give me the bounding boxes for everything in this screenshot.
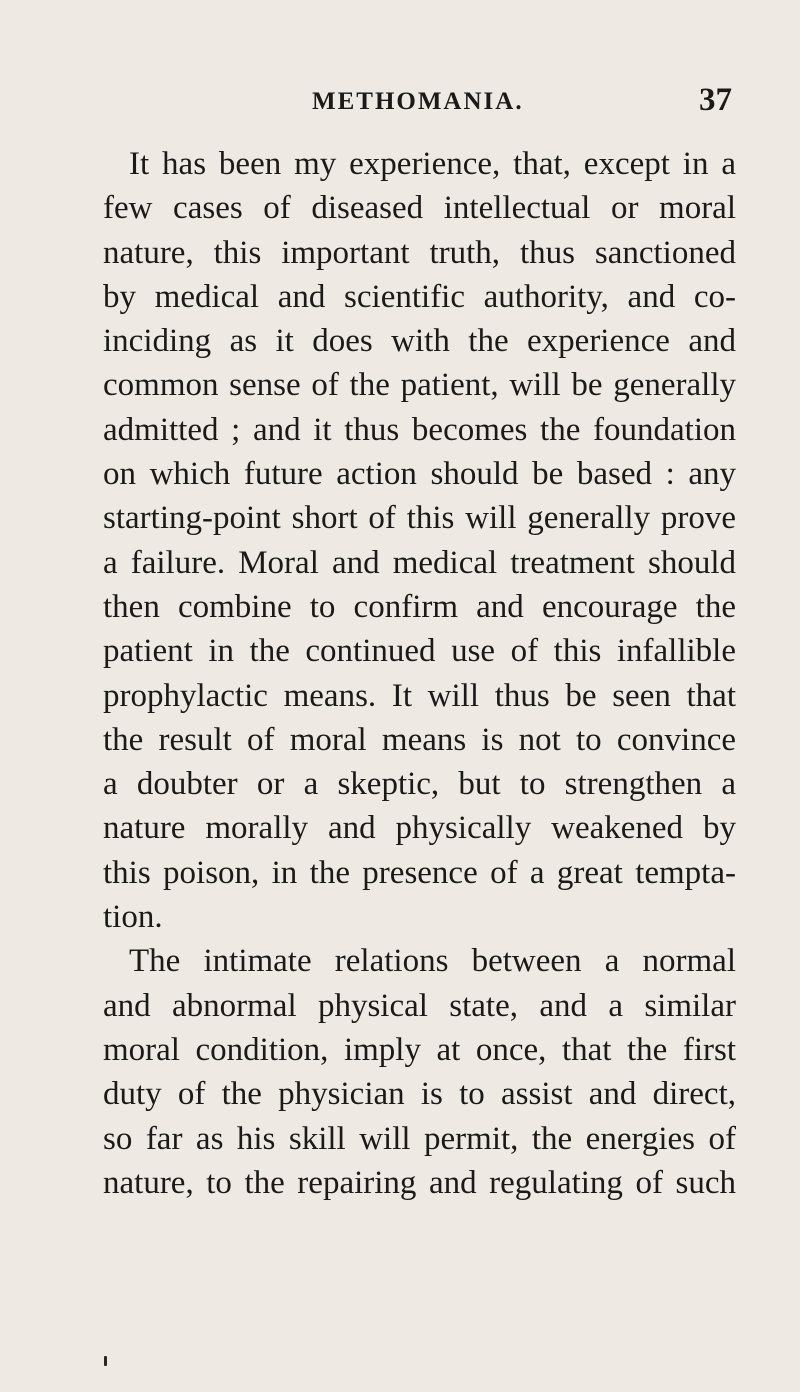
text-line: patient in the continued use of this infallible (103, 633, 736, 670)
page-number: 37 (699, 82, 732, 118)
text-line: inciding as it does with the experience and (103, 323, 736, 360)
text-line: starting-point short of this will generally prove (103, 500, 736, 537)
text-line: a failure. Moral and medical treatment should (103, 544, 736, 581)
text-line: duty of the physician is to assist and direct, (103, 1076, 736, 1113)
text-line: nature, to the repairing and regulating of such (103, 1164, 736, 1201)
text-line: moral condition, imply at once, that the first (103, 1031, 736, 1068)
text-line: then combine to confirm and encourage the (103, 588, 736, 625)
text-line: prophylactic means. It will thus be seen that (103, 677, 736, 714)
text-line: It has been my experience, that, except in a (129, 146, 736, 182)
text-line: and abnormal physical state, and a similar (103, 987, 736, 1024)
text-line: on which future action should be based : any (103, 456, 736, 493)
ink-speck (104, 1356, 107, 1366)
text-line: admitted ; and it thus becomes the foundation (103, 411, 736, 448)
text-line: this poison, in the presence of a great tempta- (103, 854, 736, 891)
text-line: a doubter or a skeptic, but to strengthen a (103, 766, 736, 803)
text-line: tion. (103, 899, 163, 936)
text-line: nature, this important truth, thus sanctioned (103, 234, 736, 271)
text-line: so far as his skill will permit, the energies of (103, 1120, 736, 1157)
body-text (103, 142, 736, 1205)
text-line: few cases of diseased intellectual or moral (103, 190, 736, 227)
text-line: The intimate relations between a normal (129, 943, 736, 980)
running-title: METHOMANIA. (312, 88, 524, 115)
running-head (0, 84, 800, 124)
text-line: common sense of the patient, will be generally (103, 367, 736, 404)
text-line: by medical and scientific authority, and co- (103, 278, 736, 315)
text-line: the result of moral means is not to convince (103, 721, 736, 758)
text-line: nature morally and physically weakened by (103, 810, 736, 847)
